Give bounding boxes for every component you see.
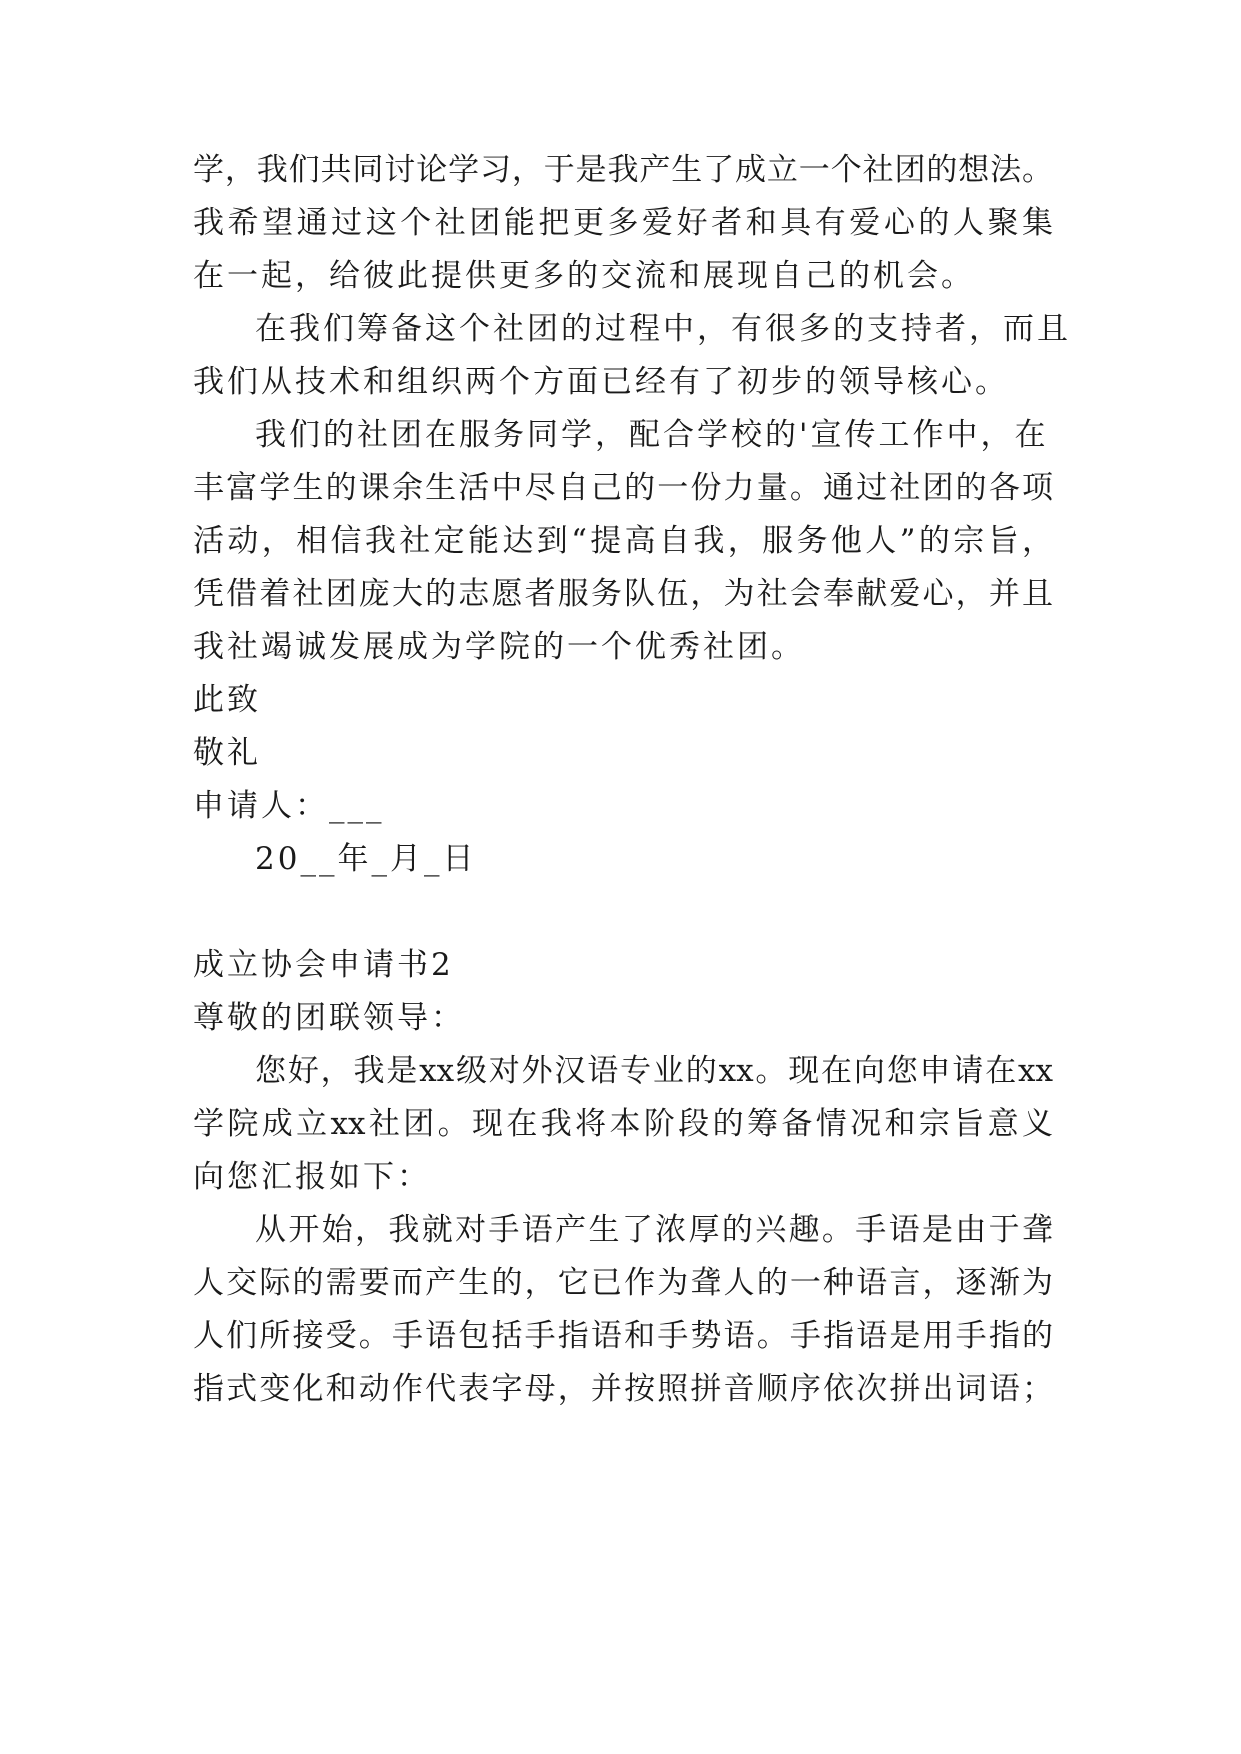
paragraph-line: 从开始，我就对手语产生了浓厚的兴趣。手语是由于聋 bbox=[255, 1212, 1053, 1248]
paragraph-line: 人交际的需要而产生的，它已作为聋人的一种语言，逐渐为 bbox=[193, 1265, 1053, 1301]
salutation: 尊敬的团联领导： bbox=[193, 1000, 465, 1036]
paragraph-line: 指式变化和动作代表字母，并按照拼音顺序依次拼出词语； bbox=[193, 1371, 1053, 1407]
paragraph-line: 我们从技术和组织两个方面已经有了初步的领导核心。 bbox=[193, 364, 1009, 400]
paragraph-line: 凭借着社团庞大的志愿者服务队伍，为社会奉献爱心，并且 bbox=[193, 576, 1053, 612]
paragraph-line: 学院成立xx社团。现在我将本阶段的筹备情况和宗旨意义 bbox=[193, 1106, 1053, 1142]
date-line: 20__年_月_日 bbox=[255, 841, 477, 877]
closing-ci-zhi: 此致 bbox=[193, 682, 261, 718]
closing-jing-li: 敬礼 bbox=[193, 735, 261, 771]
paragraph-line: 在我们筹备这个社团的过程中，有很多的支持者，而且 bbox=[255, 311, 1071, 347]
paragraph-line: 向您汇报如下： bbox=[193, 1159, 431, 1195]
paragraph-line: 我们的社团在服务同学，配合学校的'宣传工作中，在 bbox=[255, 417, 1049, 453]
applicant-line: 申请人：___ bbox=[193, 788, 385, 824]
paragraph-line: 我社竭诚发展成为学院的一个优秀社团。 bbox=[193, 629, 805, 665]
paragraph-line: 人们所接受。手语包括手指语和手势语。手指语是用手指的 bbox=[193, 1318, 1053, 1354]
paragraph-line: 学，我们共同讨论学习，于是我产生了成立一个社团的想法。 bbox=[193, 152, 1053, 188]
section-title: 成立协会申请书2 bbox=[193, 947, 454, 983]
paragraph-line: 丰富学生的课余生活中尽自己的一份力量。通过社团的各项 bbox=[193, 470, 1053, 506]
paragraph-line: 我希望通过这个社团能把更多爱好者和具有爱心的人聚集 bbox=[193, 205, 1053, 241]
paragraph-line: 活动，相信我社定能达到“提高自我，服务他人”的宗旨， bbox=[193, 523, 1053, 559]
paragraph-line: 您好，我是xx级对外汉语专业的xx。现在向您申请在xx bbox=[255, 1053, 1053, 1089]
paragraph-line: 在一起，给彼此提供更多的交流和展现自己的机会。 bbox=[193, 258, 975, 294]
